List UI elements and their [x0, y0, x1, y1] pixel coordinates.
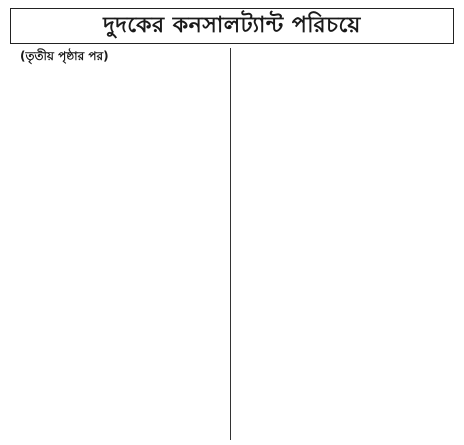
- right-column: [233, 48, 451, 440]
- paragraph: [10, 48, 223, 64]
- page-reference: (তৃতীয় পৃষ্ঠার পর): [20, 49, 109, 63]
- left-column: [10, 48, 228, 440]
- headline: দুদকের কনসালট্যান্ট পরিচয়ে: [10, 8, 454, 44]
- column-divider: [230, 48, 231, 440]
- article-columns: [10, 48, 454, 440]
